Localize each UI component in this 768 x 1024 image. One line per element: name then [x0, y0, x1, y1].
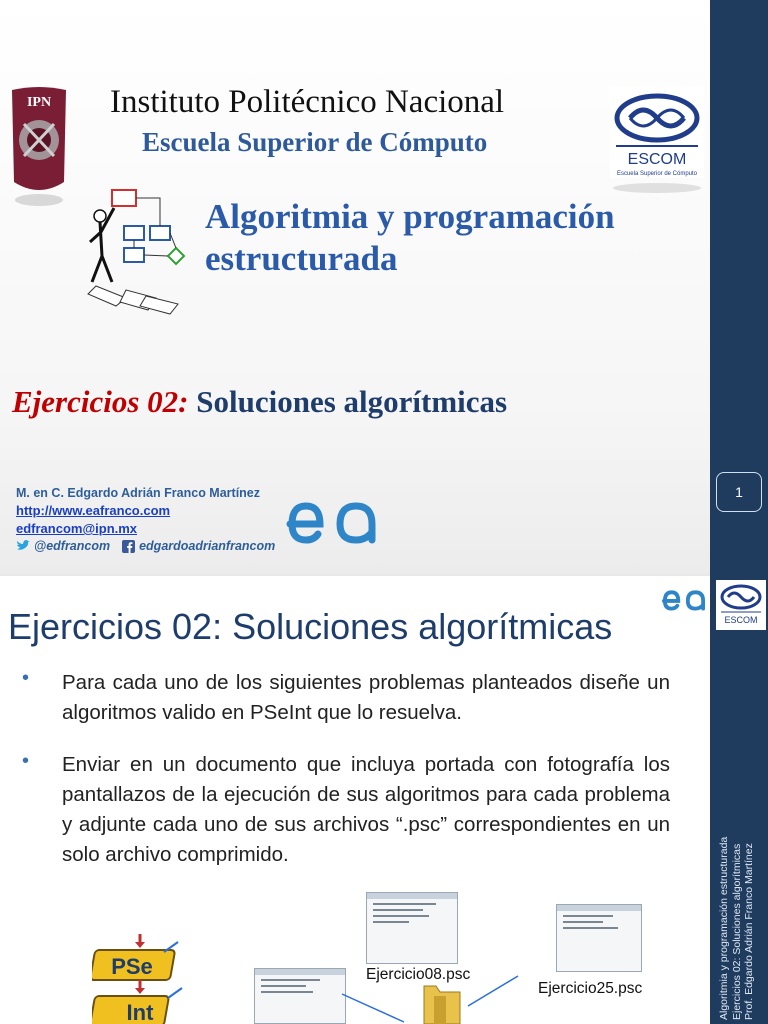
ea-logo: [286, 498, 378, 546]
escom-logo-text: ESCOM: [627, 151, 687, 168]
email-link[interactable]: edfrancom@ipn.mx: [16, 521, 138, 536]
screenshot-thumbnail-3: [254, 968, 346, 1024]
ipn-logo-text: IPN: [26, 95, 52, 110]
slide-divider: [0, 574, 710, 576]
escom-logo-small: [716, 580, 766, 630]
escom-logo-subtext: Escuela Superior de Cómputo: [616, 171, 698, 177]
bullet-marker-2: •: [22, 750, 30, 772]
pseint-logo: [92, 934, 202, 1024]
twitter-icon[interactable]: [16, 540, 30, 552]
bullet-instructions: Para cada uno de los siguientes problemas planteados diseñe un algoritmos valido en PSeInt que lo resuelva.: [62, 671, 670, 724]
file-label-ejercicio25: Ejercicio25.psc: [538, 980, 643, 997]
course-title: [205, 196, 615, 280]
screenshot-thumbnail-2: [556, 904, 642, 972]
social-links: [16, 539, 275, 553]
vertical-line-topic: Ejercicios 02: Soluciones algorítmicas: [730, 843, 743, 1020]
vertical-line-professor: Prof. Edgardo Adrián Franco Martínez: [743, 843, 755, 1020]
course-title-line1: Algoritmia y programación: [205, 197, 615, 236]
pseint-logo-bottom: Int: [126, 1000, 154, 1024]
institution-title: Instituto Politécnico Nacional: [110, 84, 505, 120]
website-link[interactable]: http://www.eafranco.com: [16, 503, 171, 518]
slide2-title: Ejercicios 02: Soluciones algorítmicas: [8, 606, 613, 647]
facebook-handle[interactable]: edgardoadrianfrancom: [139, 539, 276, 553]
author-block: [16, 486, 275, 553]
exercise-heading: [12, 384, 507, 420]
twitter-handle[interactable]: @edfrancom: [34, 539, 111, 553]
vertical-line-course: Algoritmia y programación estructurada: [718, 836, 730, 1020]
page-number-badge: 1: [716, 472, 762, 512]
pseint-logo-top: PSe: [111, 954, 153, 979]
vertical-footer-text: [718, 837, 756, 1020]
file-label-ejercicio08: Ejercicio08.psc: [366, 966, 471, 983]
course-title-line2: estructurada: [205, 239, 398, 278]
flowchart-illustration: [86, 186, 186, 316]
school-title: Escuela Superior de Cómputo: [142, 127, 488, 157]
ea-logo-small: [662, 588, 706, 612]
exercise-title: Soluciones algorítmicas: [196, 384, 508, 419]
ipn-logo: [8, 84, 70, 208]
exercise-label: Ejercicios 02:: [12, 384, 189, 419]
screenshot-thumbnail-1: [366, 892, 458, 964]
escom-logo: [608, 84, 706, 194]
author-name: M. en C. Edgardo Adrián Franco Martínez: [16, 486, 261, 500]
facebook-icon[interactable]: [122, 540, 135, 553]
bullet-submission: Enviar en un documento que incluya portada con fotografía los pantallazos de la ejecución de sus algoritmos para cada problema y adjunte cada uno de sus archivos “.psc” correspondientes en un solo archivo comprimido.: [62, 753, 670, 866]
escom-small-text: ESCOM: [724, 615, 758, 625]
bullet-marker-1: •: [22, 667, 30, 689]
